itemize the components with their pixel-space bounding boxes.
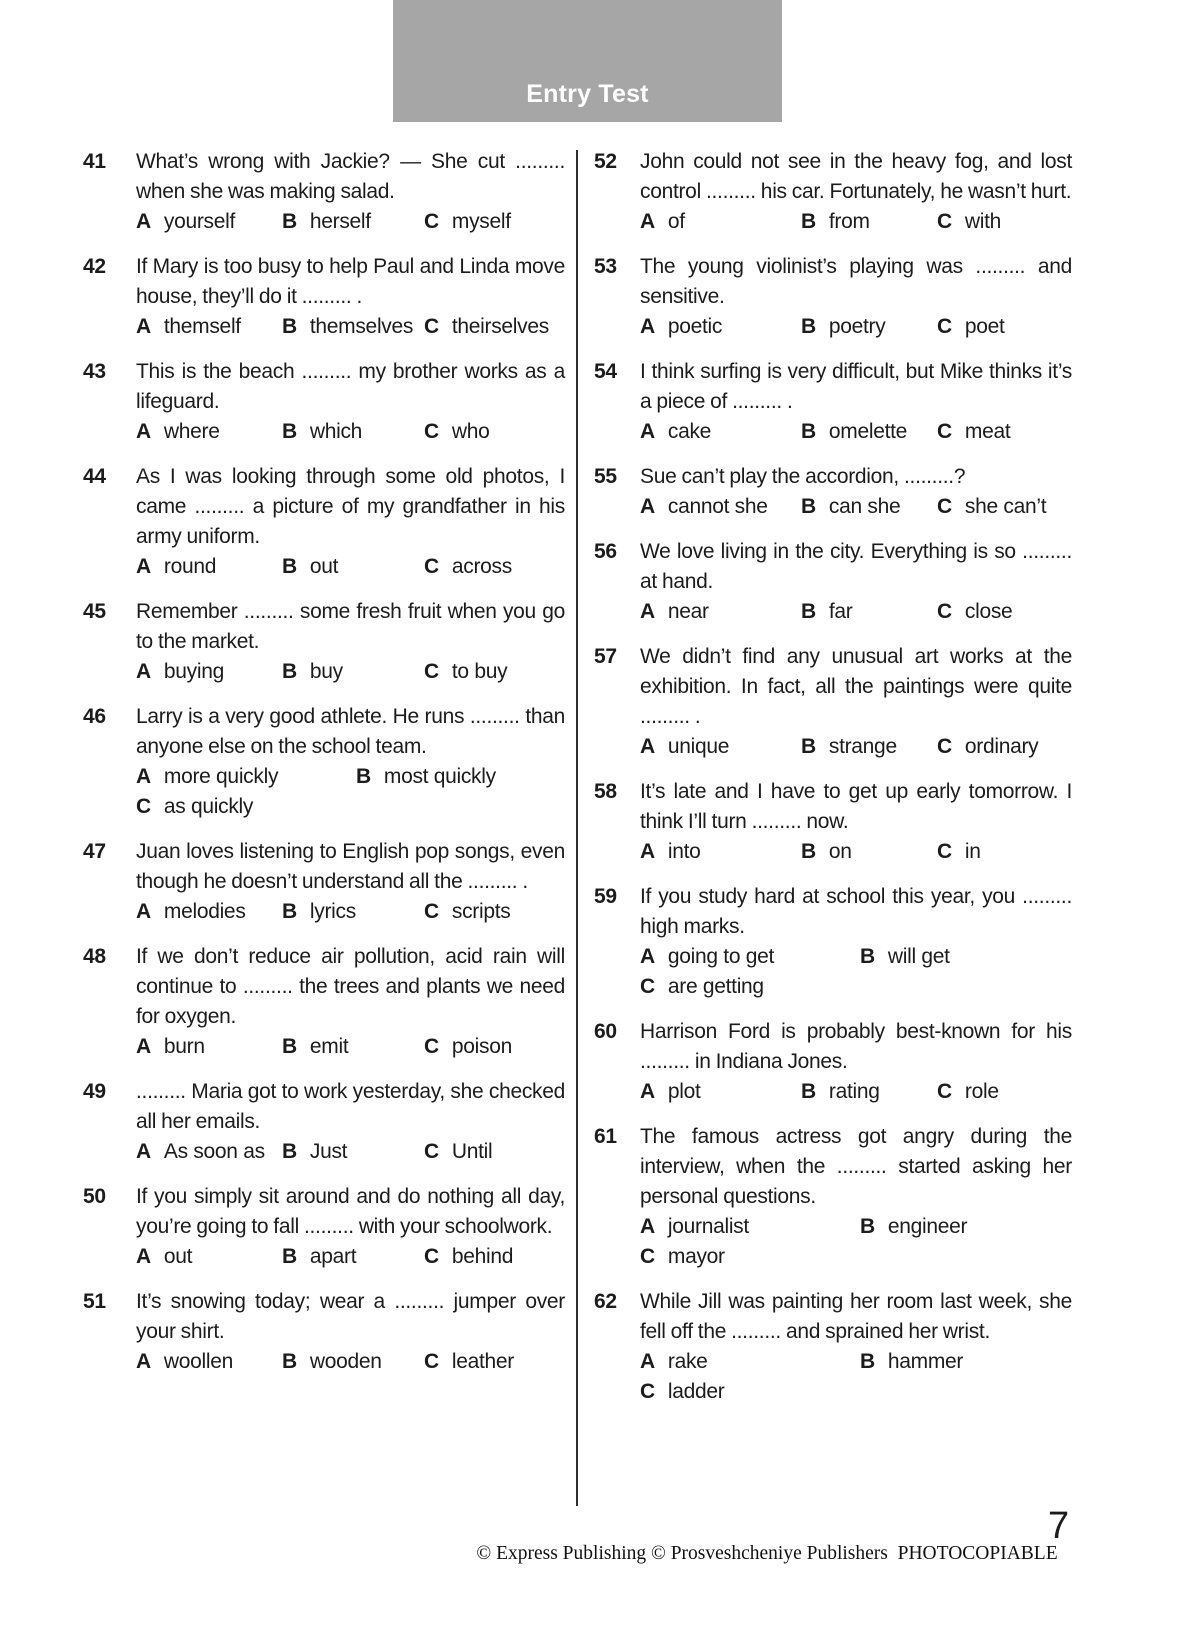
- question-56: [594, 537, 1072, 627]
- question-57: [594, 642, 1072, 762]
- question-49: [83, 1077, 565, 1167]
- option-text: myself: [451, 210, 511, 233]
- option-letter: A: [640, 420, 655, 443]
- option-letter: B: [282, 660, 297, 683]
- option-letter: B: [801, 315, 816, 338]
- options-line: [640, 1212, 1072, 1242]
- option-A: [640, 417, 801, 447]
- options-line: [136, 417, 565, 447]
- option-A: [640, 207, 801, 237]
- question-number: 45: [83, 600, 106, 623]
- question-45: [83, 597, 565, 687]
- option-B: [282, 1347, 424, 1377]
- option-text: ladder: [667, 1380, 725, 1403]
- question-42: [83, 252, 565, 342]
- options-line: [640, 417, 1072, 447]
- option-letter: B: [356, 765, 371, 788]
- option-text: where: [163, 420, 220, 443]
- option-C: [937, 597, 1012, 627]
- option-letter: C: [424, 1035, 439, 1058]
- option-text: of: [667, 210, 685, 233]
- question-text: This is the beach ......... my brother works as a lifeguard.: [136, 360, 565, 413]
- option-letter: A: [640, 1350, 655, 1373]
- option-A: [640, 492, 801, 522]
- option-text: can she: [828, 495, 901, 518]
- options-line: [640, 942, 1072, 972]
- question-number: 47: [83, 840, 106, 863]
- option-A: [136, 1242, 282, 1272]
- option-text: as quickly: [163, 795, 254, 818]
- option-text: to buy: [451, 660, 508, 683]
- option-text: more quickly: [163, 765, 279, 788]
- option-text: herself: [309, 210, 371, 233]
- question-number: 51: [83, 1290, 106, 1313]
- option-C: [424, 1242, 513, 1272]
- option-letter: A: [136, 315, 151, 338]
- option-letter: B: [282, 210, 297, 233]
- question-text: As I was looking through some old photos, I came ......... a picture of my grandfather in his army uniform.: [136, 465, 565, 548]
- question-text: Remember ......... some fresh fruit when you go to the market.: [136, 600, 565, 653]
- option-text: near: [667, 600, 709, 623]
- question-text: Harrison Ford is probably best-known for his ......... in Indiana Jones.: [640, 1020, 1072, 1073]
- option-letter: C: [937, 600, 952, 623]
- option-text: wooden: [309, 1350, 382, 1373]
- options-line: [136, 762, 565, 792]
- options-line: [640, 1377, 1072, 1407]
- option-letter: B: [801, 420, 816, 443]
- options-line: [136, 1242, 565, 1272]
- option-A: [640, 597, 801, 627]
- option-letter: C: [937, 735, 952, 758]
- option-letter: A: [640, 1080, 655, 1103]
- option-letter: C: [937, 1080, 952, 1103]
- option-B: [282, 312, 424, 342]
- question-text: If we don’t reduce air pollution, acid rain will continue to ......... the trees and plants we need for oxygen.: [136, 945, 565, 1028]
- option-text: across: [451, 555, 512, 578]
- options-line: [640, 207, 1072, 237]
- option-text: from: [828, 210, 870, 233]
- question-51: [83, 1287, 565, 1377]
- option-text: in: [964, 840, 981, 863]
- option-B: [282, 417, 424, 447]
- option-B: [801, 492, 937, 522]
- option-letter: C: [424, 555, 439, 578]
- question-text: The famous actress got angry during the interview, when the ......... started asking her personal questions.: [640, 1125, 1072, 1208]
- option-letter: C: [937, 420, 952, 443]
- questions-left-column: [83, 147, 565, 1392]
- option-A: [136, 552, 282, 582]
- question-43: [83, 357, 565, 447]
- option-A: [136, 1032, 282, 1062]
- option-text: yourself: [163, 210, 236, 233]
- option-text: rating: [828, 1080, 880, 1103]
- option-letter: A: [136, 660, 151, 683]
- option-text: omelette: [828, 420, 908, 443]
- question-61: [594, 1122, 1072, 1272]
- question-62: [594, 1287, 1072, 1407]
- option-C: [424, 417, 490, 447]
- options-line: [640, 1242, 1072, 1272]
- option-A: [640, 1347, 860, 1377]
- question-text: We love living in the city. Everything is so ......... at hand.: [640, 540, 1072, 593]
- question-text: It’s snowing today; wear a ......... jumper over your shirt.: [136, 1290, 565, 1343]
- option-C: [937, 837, 981, 867]
- option-letter: A: [136, 1245, 151, 1268]
- question-46: [83, 702, 565, 822]
- option-text: As soon as: [163, 1140, 265, 1163]
- question-number: 57: [594, 645, 617, 668]
- options-line: [136, 1347, 565, 1377]
- option-text: woollen: [163, 1350, 233, 1373]
- question-53: [594, 252, 1072, 342]
- option-letter: A: [136, 765, 151, 788]
- option-C: [937, 732, 1038, 762]
- option-A: [136, 1137, 282, 1167]
- option-text: themselves: [309, 315, 414, 338]
- question-number: 52: [594, 150, 617, 173]
- option-letter: A: [136, 1035, 151, 1058]
- option-letter: B: [282, 555, 297, 578]
- options-line: [136, 312, 565, 342]
- option-C: [937, 417, 1010, 447]
- option-C: [937, 207, 1001, 237]
- option-A: [136, 312, 282, 342]
- options-line: [136, 1032, 565, 1062]
- question-text: We didn’t find any unusual art works at the exhibition. In fact, all the paintings were quite ......... .: [640, 645, 1072, 728]
- option-B: [860, 1347, 963, 1377]
- question-number: 46: [83, 705, 106, 728]
- option-text: on: [828, 840, 852, 863]
- option-letter: C: [424, 660, 439, 683]
- page-number: 7: [1048, 1505, 1070, 1547]
- option-text: rake: [667, 1350, 708, 1373]
- option-text: who: [451, 420, 490, 443]
- option-letter: C: [640, 1380, 655, 1403]
- options-line: [136, 552, 565, 582]
- question-44: [83, 462, 565, 582]
- options-line: [640, 732, 1072, 762]
- option-text: into: [667, 840, 701, 863]
- option-B: [282, 897, 424, 927]
- option-text: theirselves: [451, 315, 549, 338]
- option-letter: C: [640, 975, 655, 998]
- option-A: [136, 207, 282, 237]
- option-letter: B: [801, 210, 816, 233]
- question-48: [83, 942, 565, 1062]
- banner-title: Entry Test: [526, 80, 649, 108]
- option-A: [640, 312, 801, 342]
- option-letter: B: [282, 1140, 297, 1163]
- options-line: [640, 1077, 1072, 1107]
- option-text: plot: [667, 1080, 701, 1103]
- option-letter: A: [640, 1215, 655, 1238]
- question-60: [594, 1017, 1072, 1107]
- option-letter: B: [801, 735, 816, 758]
- option-text: poetic: [667, 315, 723, 338]
- option-letter: A: [640, 945, 655, 968]
- question-number: 61: [594, 1125, 617, 1148]
- option-C: [937, 312, 1005, 342]
- option-A: [136, 897, 282, 927]
- option-text: far: [828, 600, 853, 623]
- option-text: behind: [451, 1245, 514, 1268]
- question-47: [83, 837, 565, 927]
- option-text: close: [964, 600, 1013, 623]
- option-text: journalist: [667, 1215, 749, 1238]
- question-54: [594, 357, 1072, 447]
- option-letter: C: [937, 840, 952, 863]
- question-number: 58: [594, 780, 617, 803]
- option-text: strange: [828, 735, 897, 758]
- option-text: with: [964, 210, 1002, 233]
- option-B: [282, 552, 424, 582]
- option-text: meat: [964, 420, 1011, 443]
- option-C: [640, 972, 764, 1002]
- option-B: [801, 732, 937, 762]
- options-line: [136, 207, 565, 237]
- option-B: [282, 1137, 424, 1167]
- option-letter: A: [136, 555, 151, 578]
- question-55: [594, 462, 1072, 522]
- option-text: she can’t: [964, 495, 1047, 518]
- option-letter: B: [801, 495, 816, 518]
- question-number: 56: [594, 540, 617, 563]
- option-A: [136, 417, 282, 447]
- option-text: poet: [964, 315, 1005, 338]
- question-number: 55: [594, 465, 617, 488]
- option-letter: B: [282, 1035, 297, 1058]
- option-B: [801, 837, 937, 867]
- options-line: [136, 657, 565, 687]
- option-letter: C: [424, 1140, 439, 1163]
- option-letter: A: [640, 495, 655, 518]
- question-text: If you study hard at school this year, you ......... high marks.: [640, 885, 1072, 938]
- option-text: burn: [163, 1035, 205, 1058]
- option-letter: B: [282, 900, 297, 923]
- question-text: While Jill was painting her room last week, she fell off the ......... and sprained her wrist.: [640, 1290, 1072, 1343]
- option-letter: C: [136, 795, 151, 818]
- option-text: unique: [667, 735, 730, 758]
- option-A: [640, 837, 801, 867]
- option-text: cake: [667, 420, 712, 443]
- options-line: [640, 597, 1072, 627]
- option-letter: B: [801, 1080, 816, 1103]
- option-C: [424, 552, 512, 582]
- option-text: ordinary: [964, 735, 1039, 758]
- question-number: 50: [83, 1185, 106, 1208]
- question-text: If you simply sit around and do nothing all day, you’re going to fall ......... with your schoolwork.: [136, 1185, 565, 1238]
- option-text: going to get: [667, 945, 775, 968]
- options-line: [136, 792, 565, 822]
- options-line: [640, 492, 1072, 522]
- option-text: scripts: [451, 900, 511, 923]
- option-C: [424, 1032, 512, 1062]
- question-number: 60: [594, 1020, 617, 1043]
- option-text: cannot she: [667, 495, 768, 518]
- question-text: If Mary is too busy to help Paul and Linda move house, they’ll do it ......... .: [136, 255, 565, 308]
- question-text: What’s wrong with Jackie? — She cut ......... when she was making salad.: [136, 150, 565, 203]
- option-B: [356, 762, 496, 792]
- option-letter: C: [937, 495, 952, 518]
- options-line: [136, 1137, 565, 1167]
- footer-copyright: © Express Publishing © Prosveshcheniye Publishers PHOTOCOPIABLE: [476, 1543, 1058, 1564]
- options-line: [640, 972, 1072, 1002]
- option-C: [424, 207, 511, 237]
- option-text: leather: [451, 1350, 514, 1373]
- question-number: 42: [83, 255, 106, 278]
- entry-test-banner: [393, 0, 782, 122]
- option-text: most quickly: [383, 765, 496, 788]
- option-text: out: [163, 1245, 193, 1268]
- question-58: [594, 777, 1072, 867]
- option-C: [424, 1347, 514, 1377]
- option-letter: A: [136, 210, 151, 233]
- option-text: round: [163, 555, 217, 578]
- option-B: [801, 1077, 937, 1107]
- option-B: [801, 312, 937, 342]
- option-letter: A: [640, 210, 655, 233]
- option-text: mayor: [667, 1245, 725, 1268]
- option-letter: B: [282, 1350, 297, 1373]
- question-text: Larry is a very good athlete. He runs ......... than anyone else on the school team.: [136, 705, 565, 758]
- option-letter: B: [282, 1245, 297, 1268]
- option-text: apart: [309, 1245, 357, 1268]
- question-number: 53: [594, 255, 617, 278]
- option-A: [640, 1212, 860, 1242]
- question-text: It’s late and I have to get up early tomorrow. I think I’ll turn ......... now.: [640, 780, 1072, 833]
- option-C: [424, 1137, 492, 1167]
- option-B: [801, 417, 937, 447]
- option-C: [640, 1242, 725, 1272]
- question-number: 48: [83, 945, 106, 968]
- options-line: [640, 1347, 1072, 1377]
- option-B: [282, 207, 424, 237]
- question-number: 62: [594, 1290, 617, 1313]
- option-text: will get: [887, 945, 950, 968]
- option-text: out: [309, 555, 339, 578]
- option-letter: C: [424, 420, 439, 443]
- option-text: Until: [451, 1140, 493, 1163]
- option-text: themself: [163, 315, 241, 338]
- option-letter: A: [640, 840, 655, 863]
- option-B: [801, 207, 937, 237]
- option-letter: C: [424, 315, 439, 338]
- option-text: Just: [309, 1140, 348, 1163]
- option-B: [282, 1242, 424, 1272]
- option-B: [282, 657, 424, 687]
- option-A: [136, 657, 282, 687]
- column-divider: [576, 150, 578, 1506]
- option-letter: A: [640, 735, 655, 758]
- question-50: [83, 1182, 565, 1272]
- option-C: [424, 897, 510, 927]
- question-number: 54: [594, 360, 617, 383]
- option-letter: A: [136, 1350, 151, 1373]
- option-letter: C: [937, 210, 952, 233]
- option-C: [136, 792, 253, 822]
- question-text: I think surfing is very difficult, but Mike thinks it’s a piece of ......... .: [640, 360, 1072, 413]
- options-line: [640, 312, 1072, 342]
- option-A: [640, 942, 860, 972]
- option-B: [282, 1032, 424, 1062]
- options-line: [640, 837, 1072, 867]
- option-A: [640, 1077, 801, 1107]
- option-letter: C: [937, 315, 952, 338]
- option-A: [640, 732, 801, 762]
- option-letter: B: [282, 420, 297, 443]
- option-text: melodies: [163, 900, 246, 923]
- option-text: buy: [309, 660, 343, 683]
- option-letter: C: [640, 1245, 655, 1268]
- options-line: [136, 897, 565, 927]
- option-letter: B: [860, 1350, 875, 1373]
- question-number: 41: [83, 150, 106, 173]
- questions-right-column: [594, 147, 1072, 1422]
- option-letter: B: [282, 315, 297, 338]
- option-letter: A: [640, 600, 655, 623]
- option-text: role: [964, 1080, 999, 1103]
- option-letter: B: [801, 840, 816, 863]
- option-A: [136, 1347, 282, 1377]
- option-letter: C: [424, 1350, 439, 1373]
- option-letter: A: [136, 420, 151, 443]
- option-letter: C: [424, 900, 439, 923]
- option-text: hammer: [887, 1350, 964, 1373]
- option-B: [860, 1212, 967, 1242]
- question-text: ......... Maria got to work yesterday, she checked all her emails.: [136, 1080, 565, 1133]
- question-number: 44: [83, 465, 106, 488]
- option-text: lyrics: [309, 900, 356, 923]
- question-52: [594, 147, 1072, 237]
- option-text: poison: [451, 1035, 512, 1058]
- option-C: [937, 1077, 999, 1107]
- option-text: are getting: [667, 975, 764, 998]
- option-A: [136, 762, 356, 792]
- question-number: 59: [594, 885, 617, 908]
- option-letter: A: [136, 1140, 151, 1163]
- option-C: [937, 492, 1046, 522]
- option-letter: B: [860, 1215, 875, 1238]
- question-41: [83, 147, 565, 237]
- option-letter: A: [136, 900, 151, 923]
- option-C: [424, 312, 549, 342]
- question-number: 43: [83, 360, 106, 383]
- option-letter: B: [860, 945, 875, 968]
- option-B: [801, 597, 937, 627]
- option-letter: C: [424, 210, 439, 233]
- question-text: Sue can’t play the accordion, .........?: [640, 465, 966, 488]
- option-text: poetry: [828, 315, 886, 338]
- option-letter: B: [801, 600, 816, 623]
- option-text: buying: [163, 660, 224, 683]
- option-text: engineer: [887, 1215, 968, 1238]
- question-text: John could not see in the heavy fog, and lost control ......... his car. Fortunately, he wasn’t hurt.: [640, 150, 1072, 203]
- question-text: The young violinist’s playing was ......... and sensitive.: [640, 255, 1072, 308]
- option-letter: C: [424, 1245, 439, 1268]
- question-59: [594, 882, 1072, 1002]
- option-text: emit: [309, 1035, 349, 1058]
- option-text: which: [309, 420, 363, 443]
- question-number: 49: [83, 1080, 106, 1103]
- option-letter: A: [640, 315, 655, 338]
- option-C: [424, 657, 507, 687]
- option-C: [640, 1377, 724, 1407]
- question-text: Juan loves listening to English pop songs, even though he doesn’t understand all the ......... .: [136, 840, 565, 893]
- option-B: [860, 942, 950, 972]
